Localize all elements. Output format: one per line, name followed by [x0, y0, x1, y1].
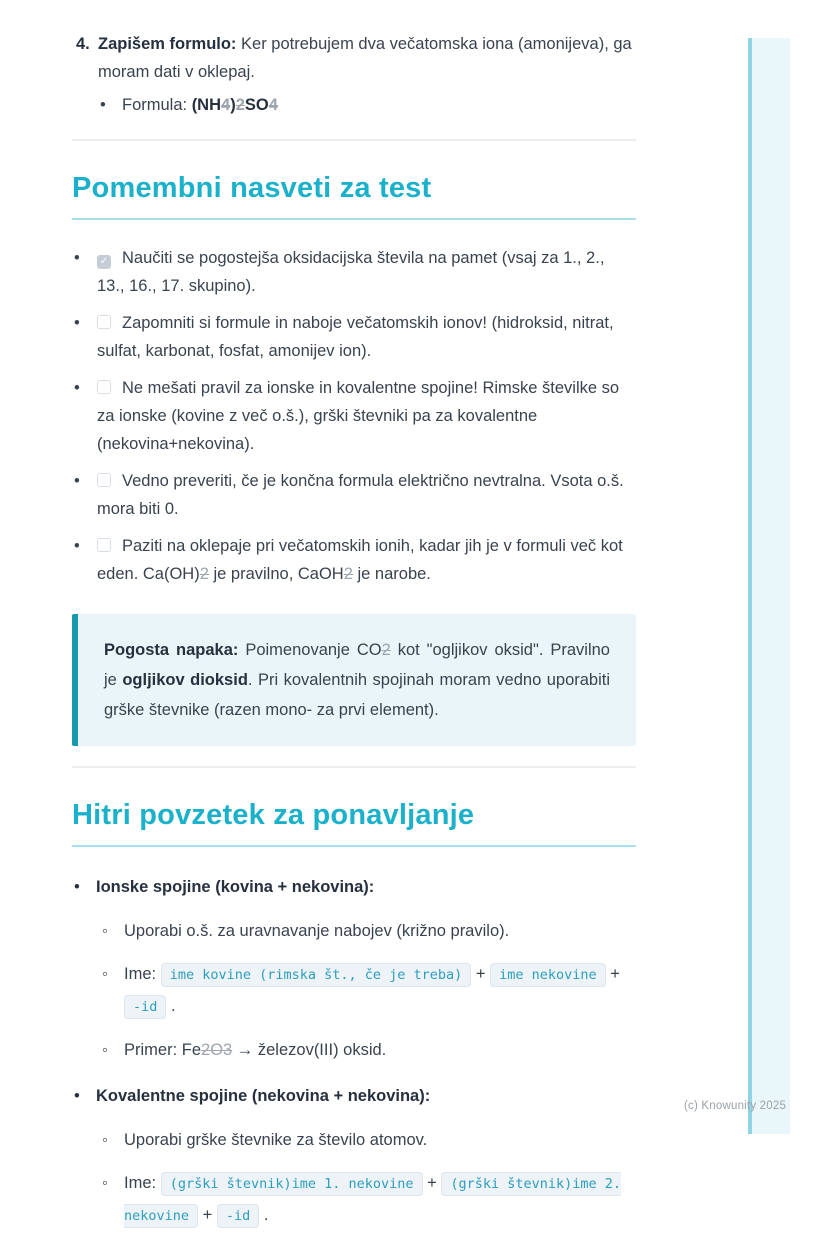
text-segment: Zapišem formulo: — [98, 35, 237, 53]
subitem — [102, 1125, 636, 1156]
checkbox-icon — [97, 255, 111, 269]
summary-group-kovalentne — [72, 1082, 636, 1232]
text-segment: Zapomniti si formule in naboje večatomskih ionov! (hidroksid, nitrat, sulfat, karbonat, fosfat, amonijev ion). — [97, 314, 614, 360]
checklist-item — [72, 374, 636, 458]
right-vertical-bar — [748, 38, 790, 1134]
text-segment: Ime: — [124, 1174, 161, 1192]
text-segment: Vedno preveriti, če je končna formula električno nevtralna. Vsota o.š. mora biti 0. — [97, 472, 624, 518]
checklist-item — [72, 532, 636, 588]
text-segment: + — [422, 1174, 442, 1192]
code-chip: ime kovine (rimska št., če je treba) — [161, 963, 472, 987]
subitem — [102, 959, 636, 1023]
summary-group-ionske — [72, 873, 636, 1066]
summary-list — [72, 873, 636, 1232]
text-segment: SO — [244, 96, 269, 114]
subitem-list — [102, 1125, 636, 1232]
section-divider — [72, 766, 636, 768]
text-segment: 2 — [235, 96, 245, 114]
text-segment: . Pri kovalentnih spojinah moram vedno uporabiti grške števnike (razen mono- za prvi element). — [104, 671, 611, 719]
code-chip: ime nekovine — [490, 963, 606, 987]
subitem — [102, 916, 636, 947]
step-number: 4. — [76, 35, 90, 53]
text-segment: kot "ogljikov oksid". Pravilno je — [104, 641, 610, 689]
checkbox-icon — [97, 380, 111, 394]
text-segment: Ime: — [124, 965, 161, 983]
text-segment: Uporabi o.š. za uravnavanje nabojev (križno pravilo). — [124, 922, 510, 940]
group-heading: Ionske spojine (kovina + nekovina): — [96, 878, 375, 896]
checkbox-icon — [97, 315, 111, 329]
text-segment: Formula: — [122, 96, 192, 114]
checklist-item — [72, 467, 636, 523]
text-segment: + — [605, 965, 620, 983]
text-segment: Naučiti se pogostejša oksidacijska števila na pamet (vsaj za 1., 2., 13., 16., 17. skupino). — [97, 249, 605, 295]
text-segment: Pogosta napaka: — [104, 641, 239, 659]
text-segment: 2 — [343, 565, 353, 583]
text-segment: ogljikov dioksid — [122, 671, 248, 689]
checklist-item-text — [97, 249, 604, 295]
text-segment: (NH — [191, 96, 222, 114]
group-heading: Kovalentne spojine (nekovina + nekovina): — [96, 1087, 431, 1105]
subitem — [102, 1168, 636, 1232]
text-segment: . — [259, 1206, 269, 1224]
subitem — [102, 1035, 636, 1066]
text-segment: Primer: Fe — [124, 1041, 202, 1059]
step-text — [98, 35, 632, 81]
text-segment: Uporabi grške števnike za število atomov. — [124, 1131, 428, 1149]
text-segment: 2 — [199, 565, 209, 583]
checklist-item — [72, 309, 636, 365]
text-segment: ) — [230, 96, 236, 114]
text-segment: + — [198, 1206, 217, 1224]
checklist-item-text — [97, 314, 614, 360]
checklist-item-text — [97, 537, 623, 583]
checklist-item-text — [97, 379, 619, 453]
common-mistake-callout — [72, 614, 636, 746]
checkbox-icon — [97, 538, 111, 552]
code-chip: (grški števnik)ime 2. nekovine — [124, 1172, 621, 1228]
text-segment: 4 — [221, 96, 231, 114]
text-segment: 2O3 — [201, 1041, 233, 1059]
text-segment: 4 — [268, 96, 278, 114]
text-segment: + — [471, 965, 491, 983]
formula-item — [98, 91, 636, 119]
section-title-pomembni-nasveti: Pomembni nasveti za test — [72, 171, 636, 220]
code-chip: (grški števnik)ime 1. nekovine — [161, 1172, 423, 1196]
checklist-item — [72, 244, 636, 300]
text-segment: je pravilno, CaOH — [208, 565, 344, 583]
subitem-list — [102, 916, 636, 1066]
numbered-step-4 — [72, 30, 636, 119]
checklist-item-text — [97, 472, 624, 518]
section-title-hitri-povzetek: Hitri povzetek za ponavljanje — [72, 798, 636, 847]
text-segment: → železov(III) oksid. — [232, 1041, 387, 1059]
copyright-footer: (c) Knowunity 2025 — [684, 1100, 787, 1112]
formula-list — [98, 91, 636, 119]
code-chip: -id — [124, 995, 166, 1019]
text-segment: Ker potrebujem dva večatomska iona (amonijeva), ga moram dati v oklepaj. — [98, 35, 632, 81]
document-content — [72, 30, 636, 1248]
section-divider — [72, 139, 636, 141]
tips-checklist — [72, 244, 636, 588]
text-segment: Poimenovanje CO — [238, 641, 382, 659]
text-segment: Ne mešati pravil za ionske in kovalentne spojine! Rimske številke so za ionske (kovine z več o.š.), grški števniki pa za kovalentne (nekovina+nekovina). — [97, 379, 620, 453]
text-segment: . — [166, 997, 176, 1015]
code-chip: -id — [217, 1204, 259, 1228]
text-segment: je narobe. — [352, 565, 431, 583]
text-segment: 2 — [381, 641, 391, 659]
checkbox-icon — [97, 473, 111, 487]
text-segment: Paziti na oklepaje pri večatomskih ionih, kadar jih je v formuli več kot eden. Ca(OH) — [97, 537, 623, 583]
